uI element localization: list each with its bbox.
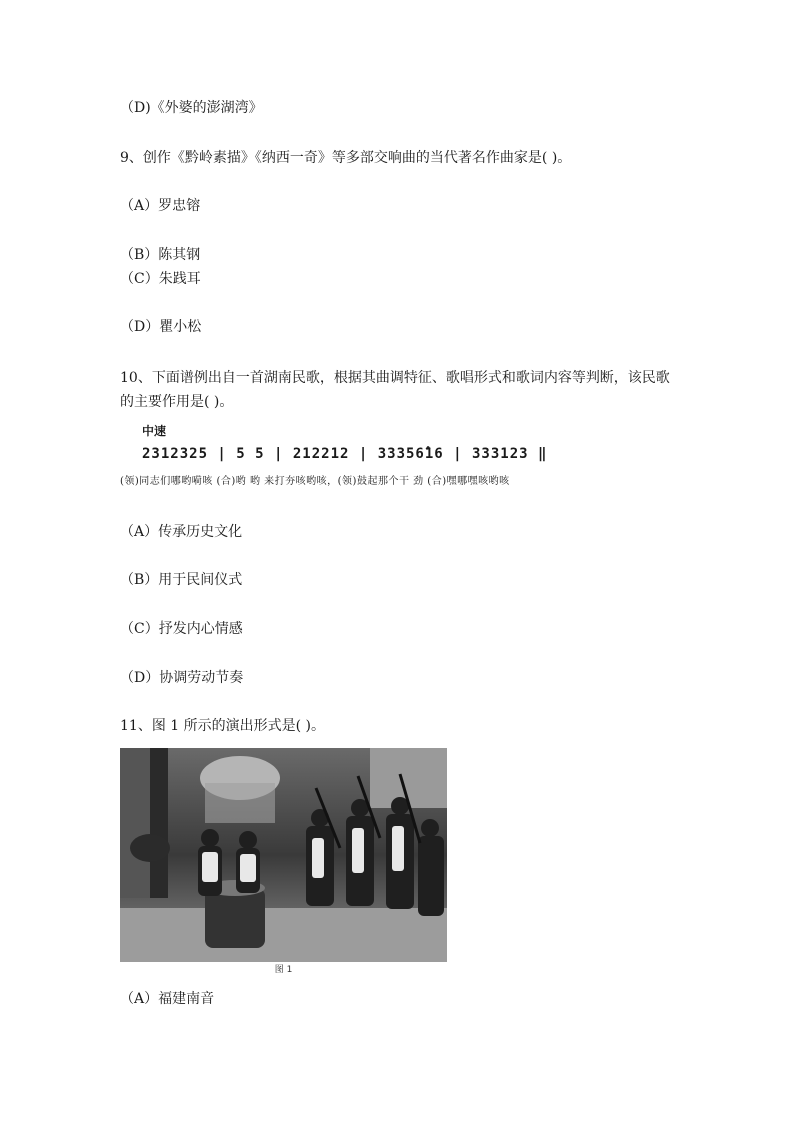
q8-option-d: （D)《外婆的澎湖湾》 xyxy=(120,100,263,116)
figure-caption: 图 1 xyxy=(274,965,293,975)
q10-option-d: （D）协调劳动节奏 xyxy=(120,670,244,686)
q11-option-a: （A）福建南音 xyxy=(120,991,215,1007)
performance-photo xyxy=(120,748,447,978)
music-score xyxy=(120,420,565,488)
performance-photo-image xyxy=(120,748,447,962)
q11-stem: 11、图 1 所示的演出形式是( )。 xyxy=(120,718,325,734)
q10-option-c: （C）抒发内心情感 xyxy=(120,621,243,637)
q9-stem: 9、创作《黔岭素描》《纳西一奇》等多部交响曲的当代著名作曲家是( )。 xyxy=(120,150,572,166)
q9-option-d: （D）瞿小松 xyxy=(120,319,202,335)
q10-stem: 10、下面谱例出自一首湖南民歌，根据其曲调特征、歌唱形式和歌词内容等判断，该民歌的主要作用是( )。 xyxy=(120,370,670,410)
q9-option-a: （A）罗忠镕 xyxy=(120,198,201,214)
q9-option-b: （B）陈其钢 xyxy=(120,247,201,263)
q9-option-c: （C）朱践耳 xyxy=(120,271,201,287)
score-tempo: 中速 xyxy=(142,424,167,438)
score-notes: 2312325 | 5 5 | 212212 | 33356̂16 | 333123 ‖ xyxy=(142,446,548,462)
q10-option-b: （B）用于民间仪式 xyxy=(120,572,243,588)
q10-option-a: （A）传承历史文化 xyxy=(120,524,243,540)
score-lyrics: (领)同志们哪哟嗬咳 (合)哟 哟 来打夯咳哟咳，(领)鼓起那个干 劲 (合)嘿哪嘿咳哟咳 xyxy=(120,476,510,487)
